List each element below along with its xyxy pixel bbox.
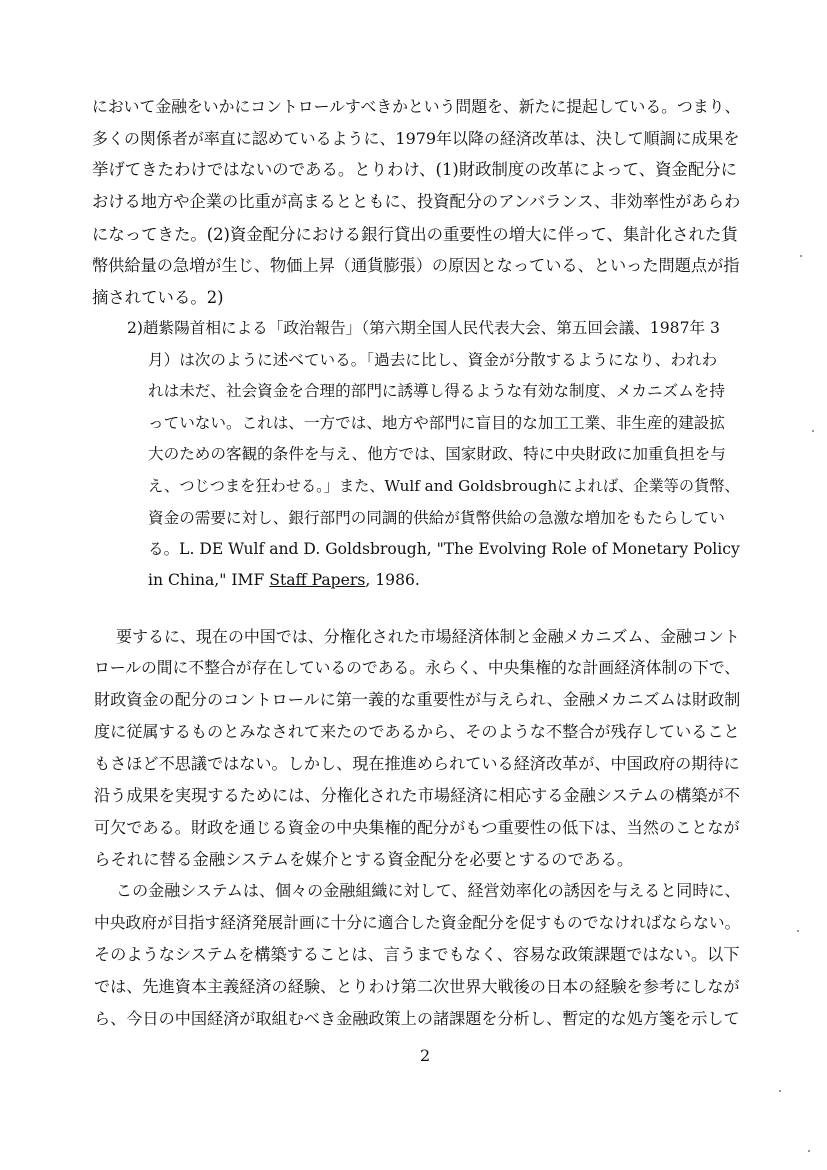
- scan-speck: [797, 930, 799, 932]
- text-line: 要するに、現在の中国では、分権化された市場経済体制と金融メカニズム、金融コント: [116, 627, 740, 646]
- text-line: 度に従属するものとみなされて来たのであるから、そのような不整合が残存していること: [94, 722, 740, 741]
- footnote-line: 2)趙紫陽首相による「政治報告」（第六期全国人民代表大会、第五回会議、1987年 3: [127, 319, 720, 337]
- footnote-line: る。L. DE Wulf and D. Goldsbrough, "The Evolving Role of Monetary Policy: [148, 540, 740, 558]
- footnote-line: [148, 570, 420, 590]
- text-line: 可欠である。財政を通じる資金の中央集権的配分がもつ重要性の低下は、当然のことなが: [94, 818, 740, 837]
- scan-speck: [812, 430, 814, 432]
- text-line: 幣供給量の急増が生じ、物価上昇（通貨膨張）の原因となっている、といった問題点が指: [92, 256, 740, 275]
- footnote-line: 月）は次のように述べている。「過去に比し、資金が分散するようになり、われわ: [148, 351, 718, 369]
- text-line: もさほど不思議ではない。しかし、現在推進められている経済改革が、中国政府の期待に: [94, 754, 740, 773]
- footnote-line: 資金の需要に対し、銀行部門の同調的供給が貨幣供給の急激な増加をもたらしてい: [148, 509, 725, 527]
- text-line: 摘されている。2): [92, 288, 224, 307]
- footnote-line: え、つじつまを狂わせる。」また、Wulf and Goldsbroughによれば、企業等の貨幣、: [148, 477, 740, 495]
- text-line: 中央政府が目指す経済発展計画に十分に適合した資金配分を促すものでなければならない。: [94, 913, 741, 932]
- text-line: 挙げてきたわけではないのである。とりわけ、(1)財政制度の改革によって、資金配分に: [92, 160, 738, 179]
- text-line: 財政資金の配分のコントロールに第一義的な重要性が与えられ、金融メカニズムは財政制: [94, 690, 741, 709]
- scan-speck: [800, 255, 802, 257]
- citation-text: in China," IMF: [148, 571, 270, 589]
- text-line: らそれに替る金融システムを媒介とする資金配分を必要とするのである。: [94, 850, 634, 869]
- text-line: 多くの関係者が率直に認めているように、1979年以降の経済改革は、決して順調に成果を: [92, 129, 740, 148]
- text-line: この金融システムは、個々の金融組織に対して、経営効率化の誘因を与えると同時に、: [116, 881, 741, 900]
- text-line: おける地方や企業の比重が高まるとともに、投資配分のアンバランス、非効率性があらわ: [92, 192, 741, 211]
- citation-year: , 1986.: [365, 571, 420, 589]
- footnote-line: れは未だ、社会資金を合理的部門に誘導し得るような有効な制度、メカニズムを持: [148, 382, 725, 400]
- page-number: 2: [420, 1046, 431, 1065]
- text-line: になってきた。(2)資金配分における銀行貸出の重要性の増大に伴って、集計化された貨: [92, 225, 738, 244]
- text-line: ら、今日の中国経済が取組むべき金融政策上の諸課題を分析し、暫定的な処方箋を示して: [94, 1009, 740, 1028]
- text-line: 沿う成果を実現するためには、分権化された市場経済に相応する金融システムの構築が不: [94, 786, 740, 805]
- journal-title: Staff Papers: [269, 571, 366, 589]
- text-line: では、先進資本主義経済の経験、とりわけ第二次世界大戦後の日本の経験を参考にしなが: [94, 977, 740, 996]
- scan-speck: [779, 1090, 781, 1092]
- footnote-line: っていない。これは、一方では、地方や部門に盲目的な加工工業、非生産的建設拡: [148, 414, 725, 432]
- text-line: そのようなシステムを構築することは、言うまでもなく、容易な政策課題ではない。以下: [94, 945, 740, 964]
- footnote-line: 大のための客観的条件を与え、他方では、国家財政、特に中央財政に加重負担を与: [148, 445, 726, 463]
- text-line: において金融をいかにコントロールすべきかという問題を、新たに提起している。つまり、: [92, 97, 741, 116]
- scan-speck: [808, 1150, 810, 1152]
- text-line: ロールの間に不整合が存在しているのである。永らく、中央集権的な計画経済体制の下で、: [94, 658, 741, 677]
